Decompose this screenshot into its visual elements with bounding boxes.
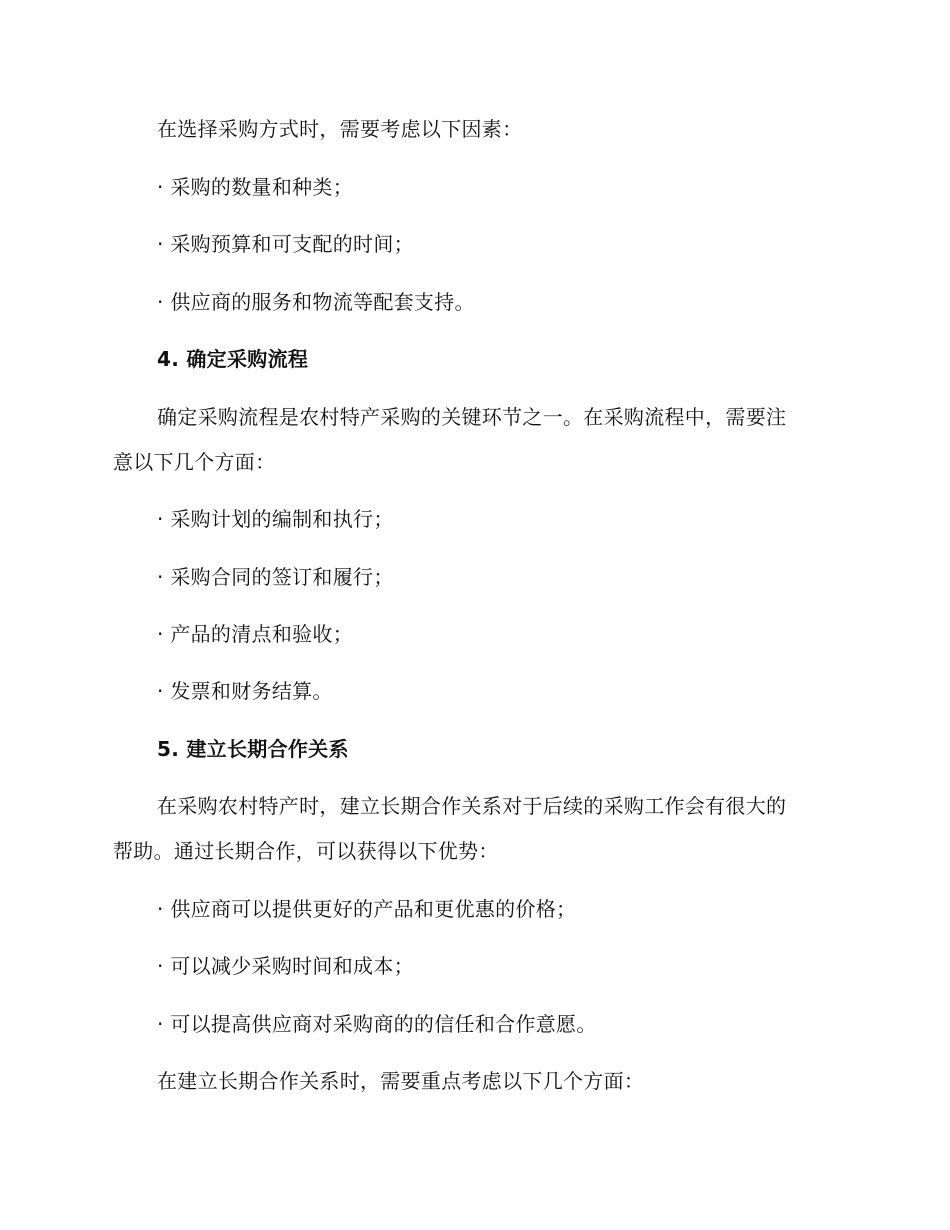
list-item: · 供应商可以提供更好的产品和更优惠的价格；	[157, 897, 577, 921]
paragraph-line: 帮助。通过长期合作，可以获得以下优势：	[113, 839, 499, 863]
list-item: · 可以提高供应商对采购商的的信任和合作意愿。	[157, 1012, 597, 1036]
list-item: · 可以减少采购时间和成本；	[157, 954, 414, 978]
list-item: · 采购合同的签订和履行；	[157, 565, 394, 589]
list-item: · 采购的数量和种类；	[157, 175, 354, 199]
paragraph-line: 在采购农村特产时，建立长期合作关系对于后续的采购工作会有很大的	[157, 794, 787, 818]
section-heading-4: 4. 确定采购流程	[157, 347, 309, 371]
paragraph-line: 意以下几个方面：	[113, 450, 276, 474]
section-heading-5: 5. 建立长期合作关系	[157, 737, 349, 761]
list-item: · 供应商的服务和物流等配套支持。	[157, 290, 475, 314]
list-item: · 产品的清点和验收；	[157, 622, 354, 646]
list-item: · 发票和财务结算。	[157, 679, 333, 703]
list-item: · 采购计划的编制和执行；	[157, 507, 394, 531]
closing-paragraph: 在建立长期合作关系时，需要重点考虑以下几个方面：	[157, 1069, 645, 1093]
intro-paragraph: 在选择采购方式时，需要考虑以下因素：	[157, 117, 523, 141]
paragraph-line: 确定采购流程是农村特产采购的关键环节之一。在采购流程中，需要注	[157, 405, 787, 429]
list-item: · 采购预算和可支配的时间；	[157, 232, 414, 256]
